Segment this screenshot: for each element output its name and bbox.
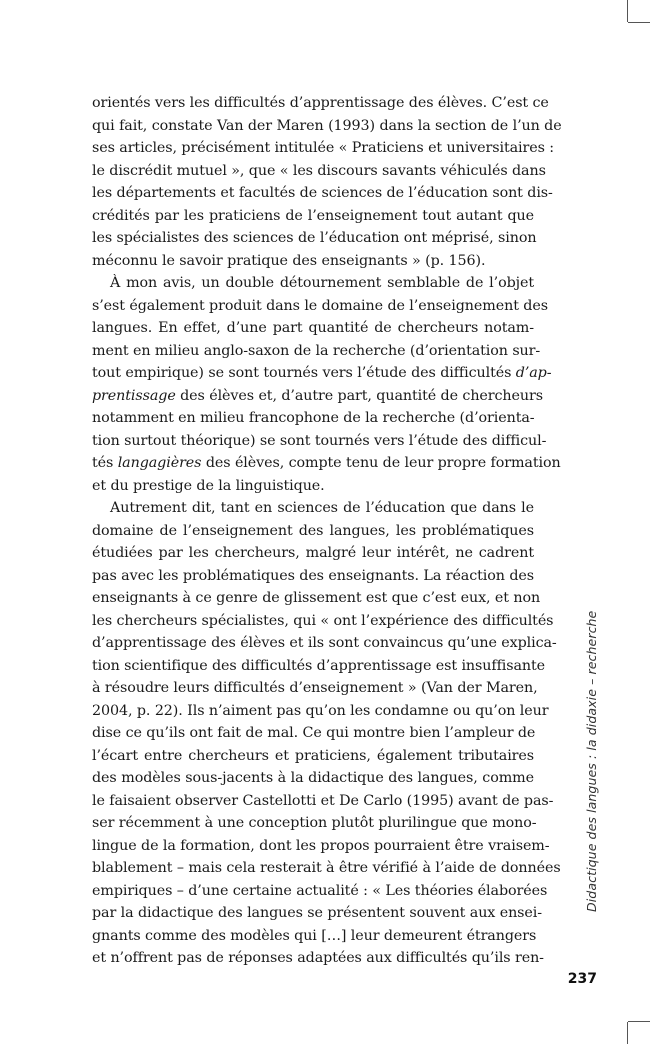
text-line: le faisaient observer Castellotti et De Carlo (1995) avant de pas- bbox=[92, 792, 554, 809]
text-line: tion surtout théorique) se sont tournés vers l’étude des difficul- bbox=[92, 432, 547, 449]
text-line: pas avec les problématiques des enseignants. La réaction des bbox=[92, 567, 534, 584]
italic-term: prentissage bbox=[92, 387, 176, 404]
text-line: d’apprentissage des élèves et ils sont convaincus qu’une explica- bbox=[92, 635, 557, 651]
text-line: l’écart entre chercheurs et praticiens, également tributaires bbox=[92, 747, 534, 764]
text-line: le discrédit mutuel », que « les discours savants véhiculés dans bbox=[92, 162, 546, 179]
text-line: des modèles sous-jacents à la didactique des langues, comme bbox=[92, 770, 534, 786]
italic-term: langagières bbox=[117, 455, 202, 471]
text-line: langues. En effet, d’une part quantité de chercheurs notam- bbox=[92, 320, 534, 336]
text-line: les départements et facultés de sciences de l’éducation sont dis- bbox=[92, 185, 553, 201]
text-line: empiriques – d’une certaine actualité : « Les théories élaborées bbox=[92, 882, 548, 899]
text-line: enseignants à ce genre de glissement est que c’est eux, et non bbox=[92, 590, 541, 606]
text-line bbox=[92, 362, 552, 385]
text-line: les chercheurs spécialistes, qui « ont l’expérience des difficultés bbox=[92, 612, 554, 629]
text-line: les spécialistes des sciences de l’éducation ont méprisé, sinon bbox=[92, 230, 537, 246]
crop-mark bbox=[628, 1021, 650, 1022]
text-line: crédités par les praticiens de l’enseignement tout autant que bbox=[92, 207, 534, 224]
text-line: tion scientifique des difficultés d’apprentissage est insuffisante bbox=[92, 657, 546, 674]
text-line: ser récemment à une conception plutôt plurilingue que mono- bbox=[92, 815, 537, 831]
italic-term: d’ap- bbox=[515, 365, 552, 381]
page-number: 237 bbox=[567, 971, 597, 987]
text-line: ment en milieu anglo-saxon de la recherche (d’orientation sur- bbox=[92, 342, 541, 359]
body-text bbox=[92, 92, 562, 970]
text-line: par la didactique des langues se présentent souvent aux ensei- bbox=[92, 905, 542, 921]
text-line: orientés vers les difficultés d’apprentissage des élèves. C’est ce bbox=[92, 95, 549, 111]
text-line: À mon avis, un double détournement semblable de l’objet bbox=[110, 275, 534, 291]
text-line bbox=[92, 385, 543, 408]
text-line: ses articles, précisément intitulée « Praticiens et universitaires : bbox=[92, 140, 555, 156]
text-line: dise ce qu’ils ont fait de mal. Ce qui montre bien l’ampleur de bbox=[92, 725, 536, 741]
running-head: Didactique des langues : la didaxie – recherche bbox=[584, 610, 599, 912]
crop-mark bbox=[627, 0, 628, 22]
text-line: 2004, p. 22). Ils n’aiment pas qu’on les condamne ou qu’on leur bbox=[92, 702, 549, 719]
text-line: méconnu le savoir pratique des enseignants » (p. 156). bbox=[92, 252, 486, 269]
line-segment: des élèves, compte tenu de leur propre formation bbox=[201, 455, 561, 471]
text-line: qui fait, constate Van der Maren (1993) dans la section de l’un de bbox=[92, 117, 562, 134]
line-segment: tout empirique) se sont tournés vers l’étude des difficultés bbox=[92, 365, 516, 381]
text-line: et n’offrent pas de réponses adaptées aux difficultés qu’ils ren- bbox=[92, 950, 544, 966]
text-line bbox=[92, 452, 561, 475]
text-line: à résoudre leurs difficultés d’enseignement » (Van der Maren, bbox=[92, 680, 538, 696]
text-line: lingue de la formation, dont les propos pourraient être vraisem- bbox=[92, 837, 550, 854]
text-line: s’est également produit dans le domaine de l’enseignement des bbox=[92, 297, 548, 314]
crop-mark bbox=[627, 1022, 628, 1044]
text-line: gnants comme des modèles qui […] leur demeurent étrangers bbox=[92, 927, 537, 944]
text-line: et du prestige de la linguistique. bbox=[92, 477, 325, 494]
text-line: Autrement dit, tant en sciences de l’éducation que dans le bbox=[110, 500, 534, 516]
crop-mark bbox=[628, 22, 650, 23]
text-line: domaine de l’enseignement des langues, les problématiques bbox=[92, 522, 534, 539]
text-line: blablement – mais cela resterait à être vérifié à l’aide de données bbox=[92, 860, 561, 876]
text-line: étudiées par les chercheurs, malgré leur intérêt, ne cadrent bbox=[92, 545, 534, 561]
text-line: notamment en milieu francophone de la recherche (d’orienta- bbox=[92, 410, 535, 426]
line-segment: tés bbox=[92, 455, 118, 471]
line-segment: des élèves et, d’autre part, quantité de chercheurs bbox=[175, 387, 543, 404]
